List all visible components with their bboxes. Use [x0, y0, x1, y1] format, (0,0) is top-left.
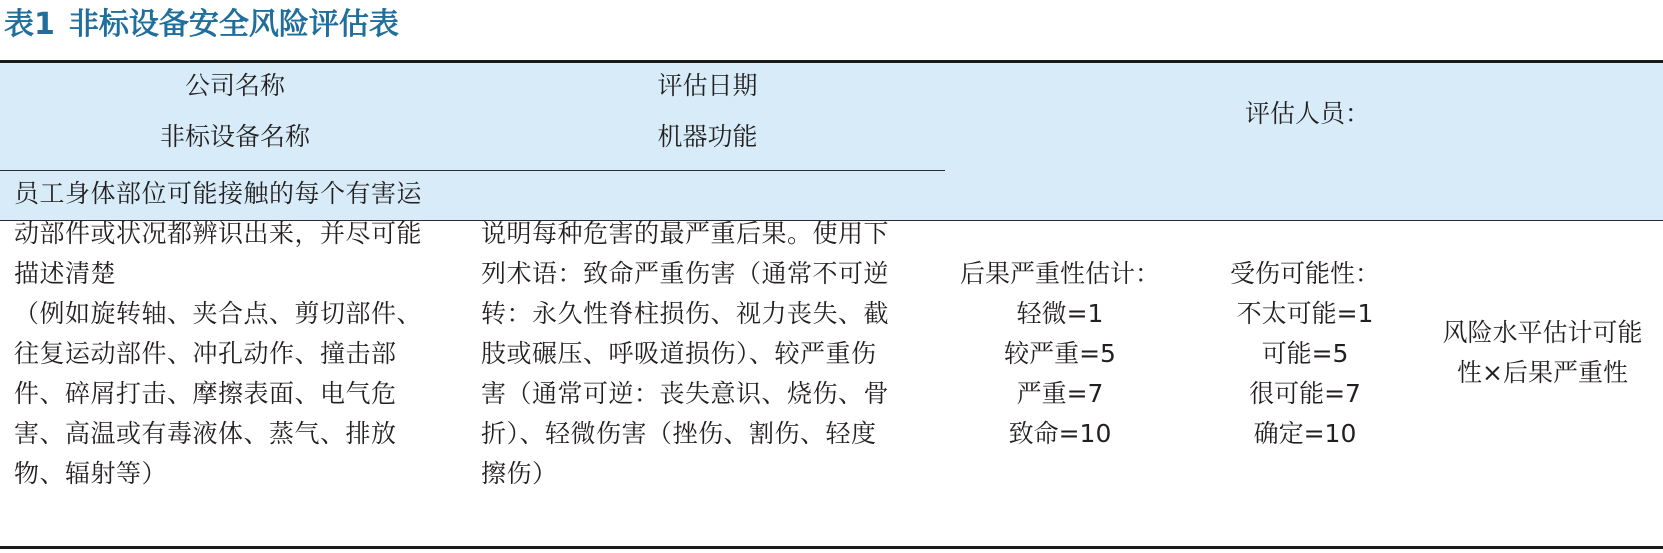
consequence-description-cell — [481, 214, 889, 494]
table-title-text: 非标设备安全风险评估表 — [68, 7, 399, 42]
risk-level-cell — [1425, 313, 1660, 393]
risk-level-line: 风险水平估计可能 — [1442, 318, 1643, 347]
company-name-label: 公司名称 — [184, 71, 285, 100]
likelihood-item: 不太可能=1 — [1236, 299, 1374, 328]
machine-function-label: 机器功能 — [657, 122, 758, 151]
hazard-line: 描述清楚 — [14, 259, 117, 288]
consequence-line: 擦伤） — [481, 459, 558, 488]
likelihood-item: 可能=5 — [1261, 339, 1349, 368]
consequence-line: 害（通常可逆：丧失意识、烧伤、骨 — [481, 379, 890, 408]
severity-item: 严重=7 — [1016, 379, 1104, 408]
consequence-line: 转：永久性脊柱损伤、视力丧失、截 — [481, 299, 890, 328]
table-bottom-rule — [0, 546, 1663, 549]
risk-level-line: 性×后果严重性 — [1457, 358, 1628, 387]
severity-item: 较严重=5 — [1004, 339, 1116, 368]
severity-cell — [945, 254, 1175, 454]
hazard-line: 害、高温或有毒液体、蒸气、排放 — [14, 419, 397, 448]
likelihood-cell — [1200, 254, 1410, 454]
header-divider — [0, 170, 945, 171]
table-number: 表1 — [4, 7, 55, 42]
hazard-line: （例如旋转轴、夹合点、剪切部件、 — [14, 299, 423, 328]
likelihood-item: 很可能=7 — [1249, 379, 1361, 408]
assessment-date-label: 评估日期 — [657, 71, 758, 100]
consequence-line: 说明每种危害的最严重后果。使用下 — [481, 219, 890, 248]
hazard-identification-cell — [14, 174, 422, 494]
hazard-line: 物、辐射等） — [14, 459, 168, 488]
severity-item: 致命=10 — [1008, 419, 1112, 448]
severity-heading: 后果严重性估计： — [959, 259, 1160, 288]
table-top-rule — [0, 60, 1663, 63]
consequence-line: 列术语：致命严重伤害（通常不可逆 — [481, 259, 890, 288]
consequence-line: 折）、轻微伤害（挫伤、割伤、轻度 — [481, 419, 877, 448]
equipment-name-label: 非标设备名称 — [159, 122, 310, 151]
hazard-line: 动部件或状况都辨识出来，并尽可能 — [14, 219, 423, 248]
hazard-line: 员工身体部位可能接触的每个有害运 — [14, 179, 423, 208]
assessor-label: 评估人员： — [1244, 99, 1370, 128]
consequence-line: 肢或碾压、呼吸道损伤）、较严重伤 — [481, 339, 877, 368]
likelihood-heading: 受伤可能性： — [1229, 259, 1380, 288]
hazard-line: 件、碎屑打击、摩擦表面、电气危 — [14, 379, 397, 408]
severity-item: 轻微=1 — [1016, 299, 1104, 328]
table-title — [4, 2, 399, 48]
hazard-line: 往复运动部件、冲孔动作、撞击部 — [14, 339, 397, 368]
likelihood-item: 确定=10 — [1253, 419, 1357, 448]
